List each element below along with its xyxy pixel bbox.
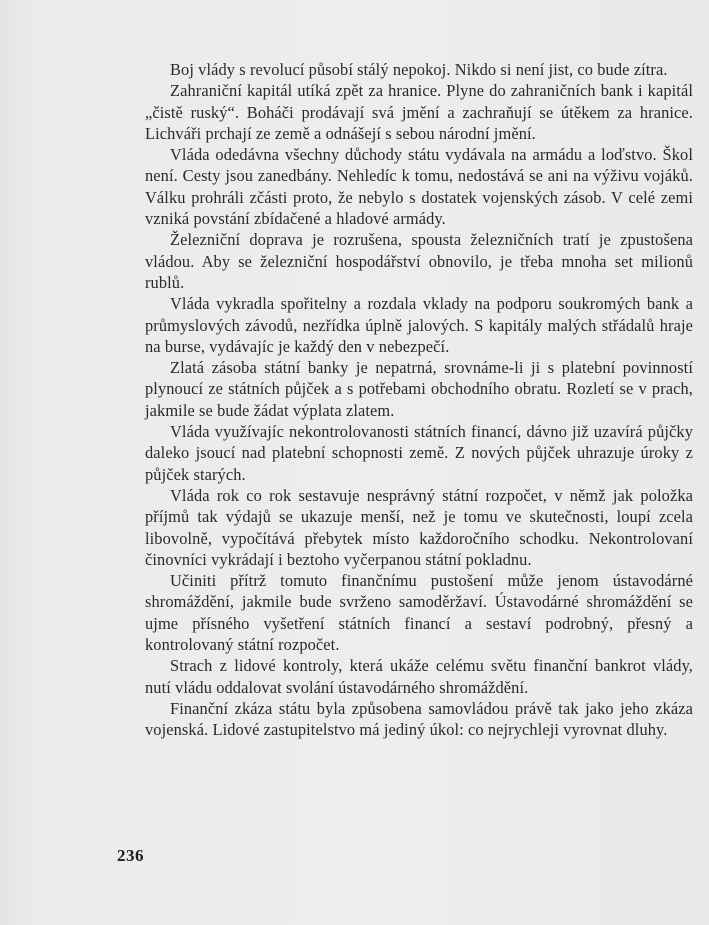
page-number: 236 [117, 846, 144, 865]
paragraph: Zahraniční kapitál utíká zpět za hranice. Plyne do zahraničních bank i kapitál „čistě ruský“. Boháči prodávají svá jmění a zachraňují se útěkem za hranice. Lichváři prchají ze země a odnášejí s sebou národní jmění. [145, 81, 693, 143]
paragraph: Finanční zkáza státu byla způsobena samovládou právě tak jako jeho zkáza vojenská. Lidové zastupitelstvo má jediný úkol: co nejrychleji vyrovnat dluhy. [145, 698, 693, 740]
paragraph: Vláda odedávna všechny důchody státu vydávala na armádu a loďstvo. Škol není. Cesty jsou zanedbány. Nehledíc k tomu, nedostává se ani na výživu vojáků. Válku prohráli zčásti proto, že nebylo s dostatek vojenských zásob. V celé zemi vzniká povstání zbídačené a hladové armády. [145, 145, 693, 229]
paragraph: Vláda rok co rok sestavuje nesprávný státní rozpočet, v němž jak položka příjmů tak výdajů se ukazuje menší, než je tomu ve skutečnosti, loupí zcela libovolně, vypočítává přebytek místo každoročního schodku. Nekontrolovaní činovníci vykrádají i beztoho vyčerpanou státní pokladnu. [145, 485, 693, 569]
paragraph: Vláda vykradla spořitelny a rozdala vklady na podporu soukromých bank a průmyslových závodů, nezřídka úplně jalových. S kapitály malých střádalů hraje na burse, vydávajíc je každý den v nebezpečí. [145, 294, 693, 356]
paragraph: Vláda využívajíc nekontrolovanosti státních financí, dávno již uzavírá půjčky daleko jsoucí nad platební schopnosti země. Z nových půjček uhrazuje úroky z půjček starých. [145, 422, 693, 484]
body-text [145, 59, 693, 741]
paragraph: Boj vlády s revolucí působí stálý nepokoj. Nikdo si není jist, co bude zítra. [170, 60, 668, 79]
paragraph: Zlatá zásoba státní banky je nepatrná, srovnáme-li ji s platební povinností plynoucí ze státních půjček a s potřebami obchodního obratu. Rozletí se v prach, jakmile se bude žádat výplata zlatem. [145, 358, 693, 420]
paragraph: Učiniti přítrž tomuto finančnímu pustošení může jenom ústavodárné shromáždění, jakmile bude svrženo samoděržaví. Ústavodárné shromáždění se ujme přísného vyšetření státních financí a sestaví podrobný, přesný a kontrolovaný státní rozpočet. [145, 571, 693, 655]
paragraph: Železniční doprava je rozrušena, spousta železničních tratí je zpustošena vládou. Aby se železniční hospodářství obnovilo, je třeba mnoha set milionů rublů. [145, 230, 693, 292]
paragraph: Strach z lidové kontroly, která ukáže celému světu finanční bankrot vlády, nutí vládu oddalovat svolání ústavodárného shromáždění. [145, 656, 693, 697]
